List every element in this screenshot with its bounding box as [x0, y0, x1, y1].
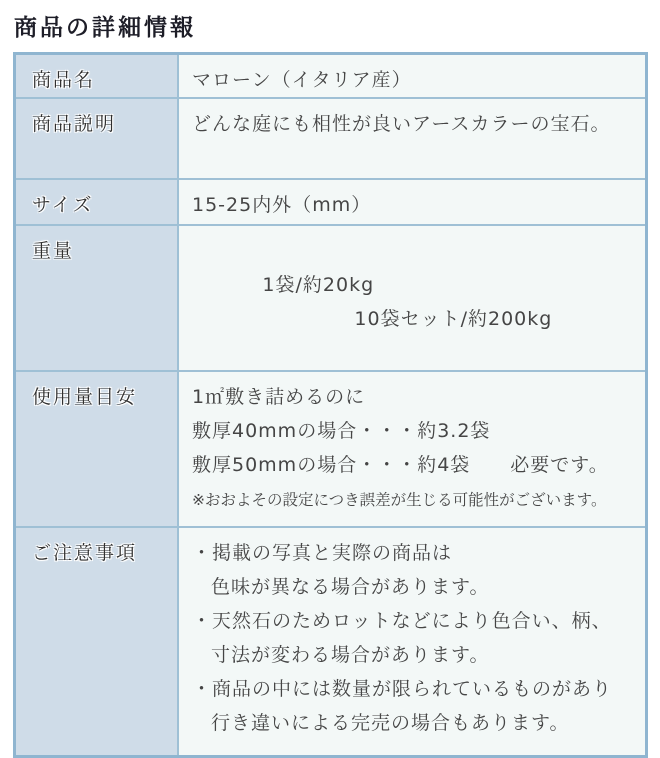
detail-line: ・掲載の写真と実際の商品は — [192, 542, 453, 564]
detail-line: マローン（イタリア産） — [192, 69, 412, 91]
table-row-product-name — [15, 54, 647, 99]
page-title: 商品の詳細情報 — [14, 15, 196, 41]
table-row-cautions — [15, 527, 647, 756]
table-row-product-description — [15, 98, 647, 179]
size-value — [178, 179, 647, 225]
table-row-size — [15, 179, 647, 225]
weight-value — [178, 225, 647, 371]
detail-line: ・天然石のためロットなどにより色合い、柄、 — [192, 610, 612, 632]
product-description-value — [178, 98, 647, 179]
cautions-label: ご注意事項 — [15, 527, 179, 756]
detail-line: ・商品の中には数量が限られているものがあり — [192, 678, 613, 700]
cautions-value — [178, 527, 647, 756]
table-row-usage-guideline — [15, 371, 647, 527]
weight-line — [192, 234, 637, 370]
detail-line: 15-25内外（mm） — [192, 194, 372, 216]
usage-guideline-value — [178, 371, 647, 527]
detail-line: 行き違いによる完売の場合もあります。 — [211, 712, 570, 734]
product-name-value — [178, 54, 647, 99]
product-description-label: 商品説明 — [15, 98, 179, 179]
detail-line: 寸法が変わる場合があります。 — [211, 644, 490, 666]
weight-per-set: 10袋セット/約200kg — [354, 308, 553, 330]
product-name-label: 商品名 — [15, 54, 179, 99]
product-details-table — [13, 52, 648, 758]
table-row-weight — [15, 225, 647, 371]
size-label: サイズ — [15, 179, 179, 225]
weight-per-bag: 1袋/約20kg — [262, 274, 375, 296]
detail-line: どんな庭にも相性が良いアースカラーの宝石。 — [192, 113, 611, 135]
weight-label: 重量 — [15, 225, 179, 371]
detail-line: 敷厚50mmの場合・・・約4袋 必要です。 — [192, 454, 609, 476]
usage-guideline-label: 使用量目安 — [15, 371, 179, 527]
detail-line: 色味が異なる場合があります。 — [211, 576, 490, 598]
detail-line: 1㎡敷き詰めるのに — [192, 386, 366, 408]
detail-line: 敷厚40mmの場合・・・約3.2袋 — [192, 420, 491, 442]
usage-disclaimer-note: ※おおよその設定につき誤差が生じる可能性がございます。 — [192, 491, 607, 509]
